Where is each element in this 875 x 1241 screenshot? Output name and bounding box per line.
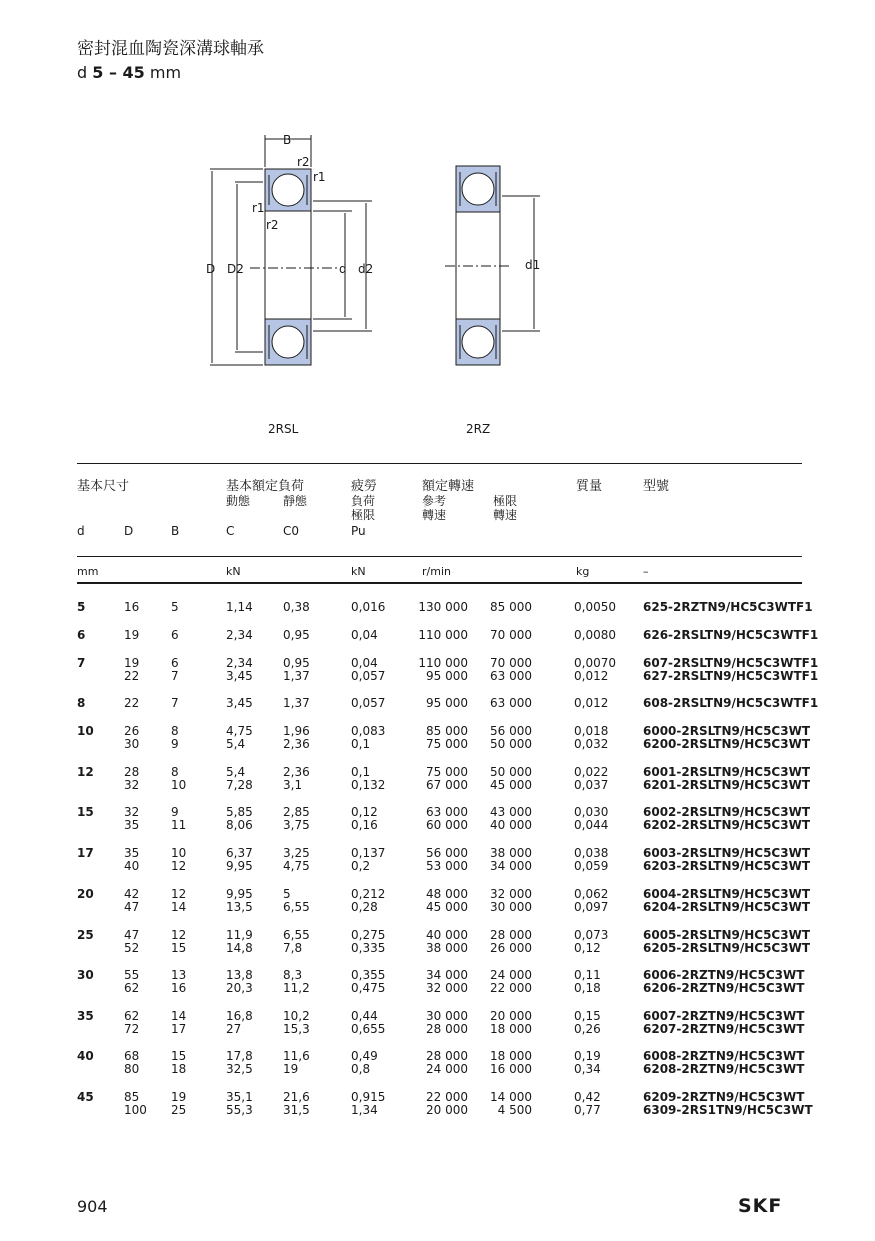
header-fatigue-2: 負荷	[351, 494, 376, 508]
cell-mass: 0,19 0,34	[574, 1049, 601, 1076]
diagram-label-B: B	[283, 133, 292, 147]
header-reference-2: 轉速	[422, 508, 447, 522]
cell-C: 6,37 9,95	[226, 846, 253, 873]
cell-designation: 6000-2RSLTN9/HC5C3WT 6200-2RSLTN9/HC5C3WT	[643, 724, 811, 751]
cell-ref-speed: 63 000 60 000	[426, 805, 468, 832]
diagram-label-d2: d2	[358, 262, 374, 276]
cell-C0: 2,85 3,75	[283, 805, 310, 832]
cell-C: 17,8 32,5	[226, 1049, 253, 1076]
header-main-dims: 基本尺寸	[77, 479, 130, 494]
cell-C: 5,85 8,06	[226, 805, 253, 832]
cell-designation: 608-2RSLTN9/HC5C3WTF1	[643, 696, 819, 710]
cell-C: 16,8 27	[226, 1009, 253, 1036]
cell-Pu: 0,137 0,2	[351, 846, 386, 873]
cell-mass: 0,0050	[574, 600, 616, 614]
cell-lim-speed: 14 000 4 500	[490, 1090, 532, 1117]
header-col-d: d	[77, 524, 85, 538]
cell-d: 25	[77, 928, 94, 942]
cell-B: 5	[171, 600, 179, 614]
header-col-C: C	[226, 524, 235, 538]
cell-lim-speed: 32 000 30 000	[490, 887, 532, 914]
cell-Pu: 0,083 0,1	[351, 724, 386, 751]
cell-C0: 2,36 3,1	[283, 765, 310, 792]
cell-lim-speed: 43 000 40 000	[490, 805, 532, 832]
cell-mass: 0,0070 0,012	[574, 656, 616, 683]
cell-C: 5,4 7,28	[226, 765, 253, 792]
cell-lim-speed: 28 000 26 000	[490, 928, 532, 955]
cell-D: 68 80	[124, 1049, 140, 1076]
cell-Pu: 0,44 0,655	[351, 1009, 386, 1036]
cell-B: 9 11	[171, 805, 187, 832]
header-col-D: D	[124, 524, 134, 538]
cell-C: 9,95 13,5	[226, 887, 253, 914]
cell-d: 12	[77, 765, 94, 779]
cell-mass: 0,062 0,097	[574, 887, 609, 914]
cell-C0: 21,6 31,5	[283, 1090, 310, 1117]
diagram-label-r2-side: r2	[266, 218, 279, 232]
cell-B: 10 12	[171, 846, 187, 873]
cell-mass: 0,030 0,044	[574, 805, 609, 832]
cell-d: 5	[77, 600, 86, 614]
cell-mass: 0,022 0,037	[574, 765, 609, 792]
cell-ref-speed: 48 000 45 000	[426, 887, 468, 914]
cell-B: 8 9	[171, 724, 179, 751]
cell-C0: 8,3 11,2	[283, 968, 310, 995]
cell-designation: 626-2RSLTN9/HC5C3WTF1	[643, 628, 819, 642]
header-fatigue-1: 疲勞	[351, 479, 378, 494]
header-designation: 型號	[643, 479, 670, 494]
cell-C: 35,1 55,3	[226, 1090, 253, 1117]
cell-B: 7	[171, 696, 179, 710]
cell-C0: 0,95	[283, 628, 310, 642]
cell-ref-speed: 130 000	[418, 600, 468, 614]
cell-mass: 0,073 0,12	[574, 928, 609, 955]
cell-ref-speed: 85 000 75 000	[426, 724, 468, 751]
unit-rmin: r/min	[422, 565, 451, 578]
cell-C0: 3,25 4,75	[283, 846, 310, 873]
cell-C0: 11,6 19	[283, 1049, 310, 1076]
page-number: 904	[77, 1197, 108, 1216]
cell-Pu: 0,12 0,16	[351, 805, 378, 832]
cell-ref-speed: 75 000 67 000	[426, 765, 468, 792]
header-col-B: B	[171, 524, 180, 538]
cell-D: 26 30	[124, 724, 140, 751]
cell-D: 47 52	[124, 928, 140, 955]
cell-B: 6 7	[171, 656, 179, 683]
size-range	[77, 62, 181, 84]
page-title: 密封混血陶瓷深溝球軸承	[77, 39, 264, 59]
cell-ref-speed: 110 000	[418, 628, 468, 642]
cell-ref-speed: 30 000 28 000	[426, 1009, 468, 1036]
cell-B: 12 15	[171, 928, 187, 955]
cell-ref-speed: 34 000 32 000	[426, 968, 468, 995]
cell-D: 32 35	[124, 805, 140, 832]
cell-Pu: 0,1 0,132	[351, 765, 386, 792]
cell-C0: 5 6,55	[283, 887, 310, 914]
subtitle-prefix: d	[77, 63, 88, 82]
header-limiting-2: 轉速	[493, 508, 518, 522]
cell-Pu: 0,275 0,335	[351, 928, 386, 955]
bearing-diagram	[190, 125, 560, 375]
cell-designation: 625-2RZTN9/HC5C3WTF1	[643, 600, 813, 614]
unit-mm: mm	[77, 565, 99, 578]
table-units-rule	[77, 582, 802, 584]
cell-designation: 6008-2RZTN9/HC5C3WT 6208-2RZTN9/HC5C3WT	[643, 1049, 805, 1076]
diagram-label-D: D	[206, 262, 216, 276]
cell-d: 15	[77, 805, 94, 819]
header-load-ratings: 基本額定負荷	[226, 479, 305, 494]
table-top-rule	[77, 463, 802, 464]
header-limiting-1: 極限	[493, 494, 518, 508]
subtitle-unit: mm	[149, 63, 182, 82]
cell-mass: 0,15 0,26	[574, 1009, 601, 1036]
cell-D: 42 47	[124, 887, 140, 914]
cell-d: 35	[77, 1009, 94, 1023]
cell-d: 8	[77, 696, 86, 710]
cell-lim-speed: 70 000	[490, 628, 532, 642]
unit-kg: kg	[576, 565, 590, 578]
cell-mass: 0,018 0,032	[574, 724, 609, 751]
cell-Pu: 0,915 1,34	[351, 1090, 386, 1117]
header-col-Pu: Pu	[351, 524, 366, 538]
cell-B: 19 25	[171, 1090, 187, 1117]
cell-lim-speed: 38 000 34 000	[490, 846, 532, 873]
cell-D: 62 72	[124, 1009, 140, 1036]
cell-lim-speed: 50 000 45 000	[490, 765, 532, 792]
cell-C: 4,75 5,4	[226, 724, 253, 751]
header-static: 靜態	[283, 494, 308, 508]
cell-mass: 0,11 0,18	[574, 968, 601, 995]
cell-designation: 6007-2RZTN9/HC5C3WT 6207-2RZTN9/HC5C3WT	[643, 1009, 805, 1036]
caption-2rsl: 2RSL	[268, 422, 299, 436]
unit-kN-fatigue: kN	[351, 565, 366, 578]
cell-Pu: 0,016	[351, 600, 386, 614]
cell-ref-speed: 95 000	[426, 696, 468, 710]
cell-designation: 6001-2RSLTN9/HC5C3WT 6201-2RSLTN9/HC5C3WT	[643, 765, 811, 792]
cell-lim-speed: 85 000	[490, 600, 532, 614]
cell-ref-speed: 110 000 95 000	[418, 656, 468, 683]
cell-lim-speed: 70 000 63 000	[490, 656, 532, 683]
diagram-label-r2-top: r2	[297, 155, 310, 169]
caption-2rz: 2RZ	[466, 422, 491, 436]
cell-d: 17	[77, 846, 94, 860]
cell-B: 15 18	[171, 1049, 187, 1076]
cell-C: 2,34 3,45	[226, 656, 253, 683]
cell-mass: 0,0080	[574, 628, 616, 642]
cell-C0: 1,96 2,36	[283, 724, 310, 751]
cell-C0: 1,37	[283, 696, 310, 710]
header-fatigue-3: 極限	[351, 508, 376, 522]
cell-C: 1,14	[226, 600, 253, 614]
cell-designation: 6002-2RSLTN9/HC5C3WT 6202-2RSLTN9/HC5C3WT	[643, 805, 811, 832]
unit-designation: –	[643, 565, 649, 578]
cell-Pu: 0,355 0,475	[351, 968, 386, 995]
cell-D: 16	[124, 600, 140, 614]
cell-lim-speed: 20 000 18 000	[490, 1009, 532, 1036]
cell-ref-speed: 22 000 20 000	[426, 1090, 468, 1117]
cell-d: 20	[77, 887, 94, 901]
cell-d: 10	[77, 724, 94, 738]
header-col-C0: C0	[283, 524, 300, 538]
cell-B: 12 14	[171, 887, 187, 914]
diagram-label-r1-top: r1	[313, 170, 326, 184]
cell-D: 55 62	[124, 968, 140, 995]
cell-Pu: 0,212 0,28	[351, 887, 386, 914]
cell-designation: 6006-2RZTN9/HC5C3WT 6206-2RZTN9/HC5C3WT	[643, 968, 805, 995]
diagram-label-d: d	[339, 262, 347, 276]
cell-D: 85 100	[124, 1090, 147, 1117]
diagram-label-r1-side: r1	[252, 201, 265, 215]
cell-C: 2,34	[226, 628, 253, 642]
cell-d: 30	[77, 968, 94, 982]
cell-Pu: 0,04 0,057	[351, 656, 386, 683]
cell-C0: 0,95 1,37	[283, 656, 310, 683]
cell-ref-speed: 40 000 38 000	[426, 928, 468, 955]
cell-ref-speed: 56 000 53 000	[426, 846, 468, 873]
cell-lim-speed: 56 000 50 000	[490, 724, 532, 751]
cell-C: 3,45	[226, 696, 253, 710]
cell-ref-speed: 28 000 24 000	[426, 1049, 468, 1076]
cell-lim-speed: 24 000 22 000	[490, 968, 532, 995]
cell-d: 40	[77, 1049, 94, 1063]
cell-lim-speed: 18 000 16 000	[490, 1049, 532, 1076]
cell-C0: 0,38	[283, 600, 310, 614]
cell-lim-speed: 63 000	[490, 696, 532, 710]
cell-designation: 607-2RSLTN9/HC5C3WTF1 627-2RSLTN9/HC5C3WTF1	[643, 656, 819, 683]
cell-d: 6	[77, 628, 86, 642]
cell-Pu: 0,057	[351, 696, 386, 710]
cell-Pu: 0,49 0,8	[351, 1049, 378, 1076]
unit-kN-loads: kN	[226, 565, 241, 578]
cell-C0: 6,55 7,8	[283, 928, 310, 955]
cell-Pu: 0,04	[351, 628, 378, 642]
cell-D: 35 40	[124, 846, 140, 873]
subtitle-range: 5 – 45	[92, 63, 145, 82]
header-reference-1: 參考	[422, 494, 447, 508]
table-header-rule	[77, 556, 802, 557]
cell-designation: 6004-2RSLTN9/HC5C3WT 6204-2RSLTN9/HC5C3WT	[643, 887, 811, 914]
cell-B: 13 16	[171, 968, 187, 995]
header-speed-ratings: 額定轉速	[422, 479, 475, 494]
cell-designation: 6209-2RZTN9/HC5C3WT 6309-2RS1TN9/HC5C3WT	[643, 1090, 813, 1117]
cell-designation: 6003-2RSLTN9/HC5C3WT 6203-2RSLTN9/HC5C3WT	[643, 846, 811, 873]
cell-D: 19 22	[124, 656, 140, 683]
skf-logo: SKF	[738, 1195, 783, 1217]
cell-B: 8 10	[171, 765, 187, 792]
cell-D: 22	[124, 696, 140, 710]
header-mass: 質量	[576, 479, 603, 494]
cell-mass: 0,012	[574, 696, 609, 710]
cell-designation: 6005-2RSLTN9/HC5C3WT 6205-2RSLTN9/HC5C3WT	[643, 928, 811, 955]
cell-C: 13,8 20,3	[226, 968, 253, 995]
cell-B: 6	[171, 628, 179, 642]
cell-D: 28 32	[124, 765, 140, 792]
header-dynamic: 動態	[226, 494, 251, 508]
cell-mass: 0,42 0,77	[574, 1090, 601, 1117]
diagram-label-D2: D2	[227, 262, 244, 276]
cell-d: 45	[77, 1090, 94, 1104]
cell-mass: 0,038 0,059	[574, 846, 609, 873]
diagram-label-d1: d1	[525, 258, 541, 272]
cell-C: 11,9 14,8	[226, 928, 253, 955]
cell-C0: 10,2 15,3	[283, 1009, 310, 1036]
cell-D: 19	[124, 628, 140, 642]
cell-d: 7	[77, 656, 86, 670]
cell-B: 14 17	[171, 1009, 187, 1036]
